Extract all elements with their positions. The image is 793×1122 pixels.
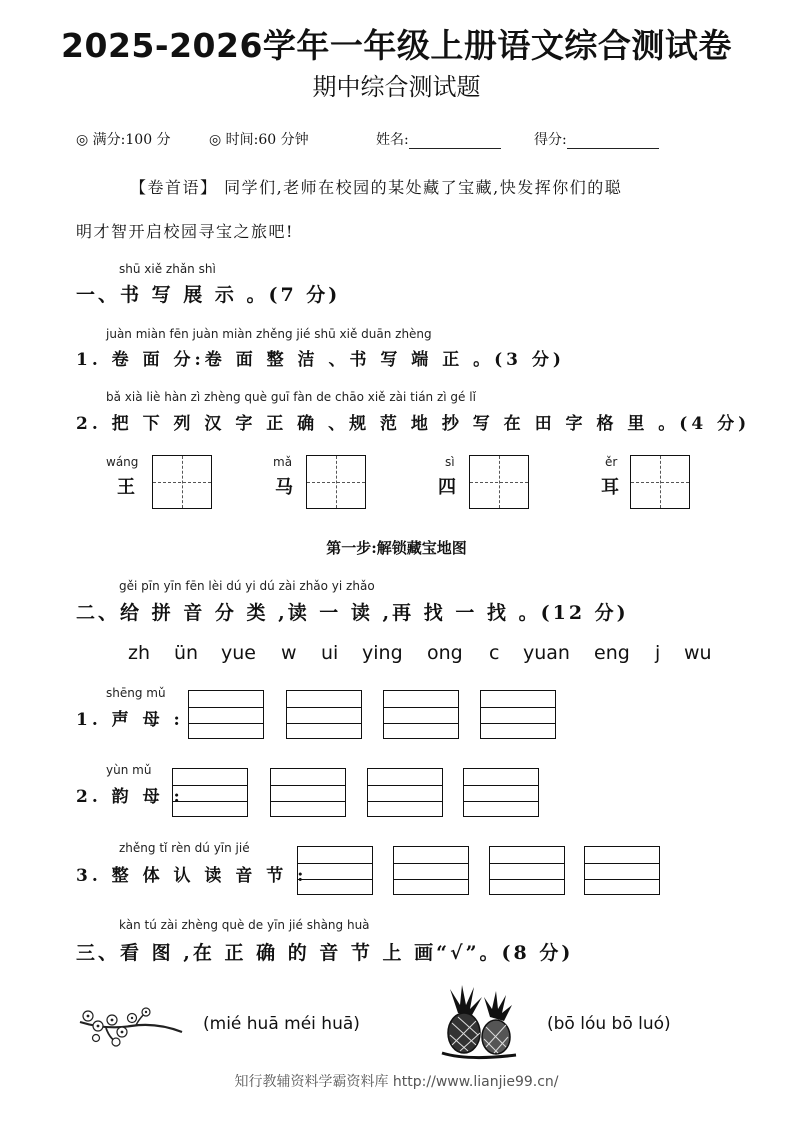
q3-pinyin: zhěng tǐ rèn dú yīn jié [119,841,250,855]
syllable-9: yuan [523,642,570,664]
intro-line-2: 明才智开启校园寻宝之旅吧! [76,222,294,241]
full-score: ◎ 满分:100 分 [76,132,171,148]
syllable-6: ying [362,642,403,664]
char1: 王 [117,477,135,498]
intro-line-1: 【卷首语】 同学们,老师在校园的某处藏了宝藏,快发挥你们的聪 [130,178,623,197]
tianzige-grid-2[interactable] [306,455,366,509]
syllable-11: j [655,642,661,664]
syllable-8: c [489,642,500,664]
char3: 四 [438,477,456,498]
whole-syllable-box-3[interactable] [489,846,565,895]
q1-label: 1. 声 母 : [76,710,184,730]
initials-box-1[interactable] [188,690,264,739]
syllable-3: yue [221,642,256,664]
section1-title: 一、书 写 展 示 。(7 分) [76,284,341,306]
step-heading: 第一步:解锁藏宝地图 [326,539,467,557]
choice-1[interactable]: (mié huā méi huā) [203,1014,360,1034]
pineapple-image [428,983,528,1063]
item2-text: 2. 把 下 列 汉 字 正 确 、规 范 地 抄 写 在 田 字 格 里 。(4 分) [76,414,751,434]
footer-watermark: 知行教辅资料学霸资料库 http://www.lianjie99.cn/ [234,1074,559,1090]
choice-2[interactable]: (bō lóu bō luó) [547,1014,671,1034]
q2-label: 2. 韵 母 : [76,787,184,807]
syllable-10: eng [594,642,630,664]
page-subtitle: 期中综合测试题 [312,73,481,101]
syllable-2: ün [174,642,199,664]
char4-pinyin: ěr [605,455,618,469]
section1-pinyin: shū xiě zhǎn shì [119,262,216,276]
tianzige-grid-3[interactable] [469,455,529,509]
syllable-5: ui [321,642,339,664]
section3-title: 三、看 图 ,在 正 确 的 音 节 上 画“√”。(8 分) [76,942,574,964]
section3-pinyin: kàn tú zài zhèng què de yīn jié shàng huà [119,918,370,932]
whole-syllable-box-1[interactable] [297,846,373,895]
finals-box-1[interactable] [172,768,248,817]
q1-pinyin: shēng mǔ [106,686,166,700]
name-field[interactable] [376,129,501,149]
plum-blossom-image [76,1000,186,1050]
syllable-4: w [281,642,297,664]
tianzige-grid-1[interactable] [152,455,212,509]
item1-pinyin: juàn miàn fēn juàn miàn zhěng jié shū xiě duān zhèng [106,327,432,341]
q3-label: 3. 整 体 认 读 音 节 : [76,866,308,886]
char1-pinyin: wáng [106,455,139,469]
tianzige-grid-4[interactable] [630,455,690,509]
syllable-12: wu [684,642,712,664]
initials-box-3[interactable] [383,690,459,739]
page-title: 2025-2026学年一年级上册语文综合测试卷 [61,26,732,65]
initials-box-4[interactable] [480,690,556,739]
score-field[interactable] [534,129,659,149]
item1-text: 1. 卷 面 分:卷 面 整 洁 、书 写 端 正 。(3 分) [76,350,565,370]
item2-pinyin: bǎ xià liè hàn zì zhèng què guī fàn de chāo xiě zài tián zì gé lǐ [106,390,476,404]
name-blank[interactable] [409,148,501,149]
char2: 马 [275,477,293,498]
name-label: 姓名: [376,132,409,148]
char3-pinyin: sì [445,455,455,469]
finals-box-4[interactable] [463,768,539,817]
initials-box-2[interactable] [286,690,362,739]
syllable-1: zh [128,642,151,664]
syllable-7: ong [427,642,463,664]
char2-pinyin: mǎ [273,455,293,469]
finals-box-2[interactable] [270,768,346,817]
whole-syllable-box-4[interactable] [584,846,660,895]
time-limit: ◎ 时间:60 分钟 [209,132,309,148]
score-label: 得分: [534,132,567,148]
char4: 耳 [601,477,619,498]
section2-title: 二、给 拼 音 分 类 ,读 一 读 ,再 找 一 找 。(12 分) [76,602,629,624]
score-blank[interactable] [567,148,659,149]
whole-syllable-box-2[interactable] [393,846,469,895]
finals-box-3[interactable] [367,768,443,817]
section2-pinyin: gěi pīn yīn fēn lèi dú yi dú zài zhǎo yi zhǎo [119,579,375,593]
q2-pinyin: yùn mǔ [106,763,152,777]
